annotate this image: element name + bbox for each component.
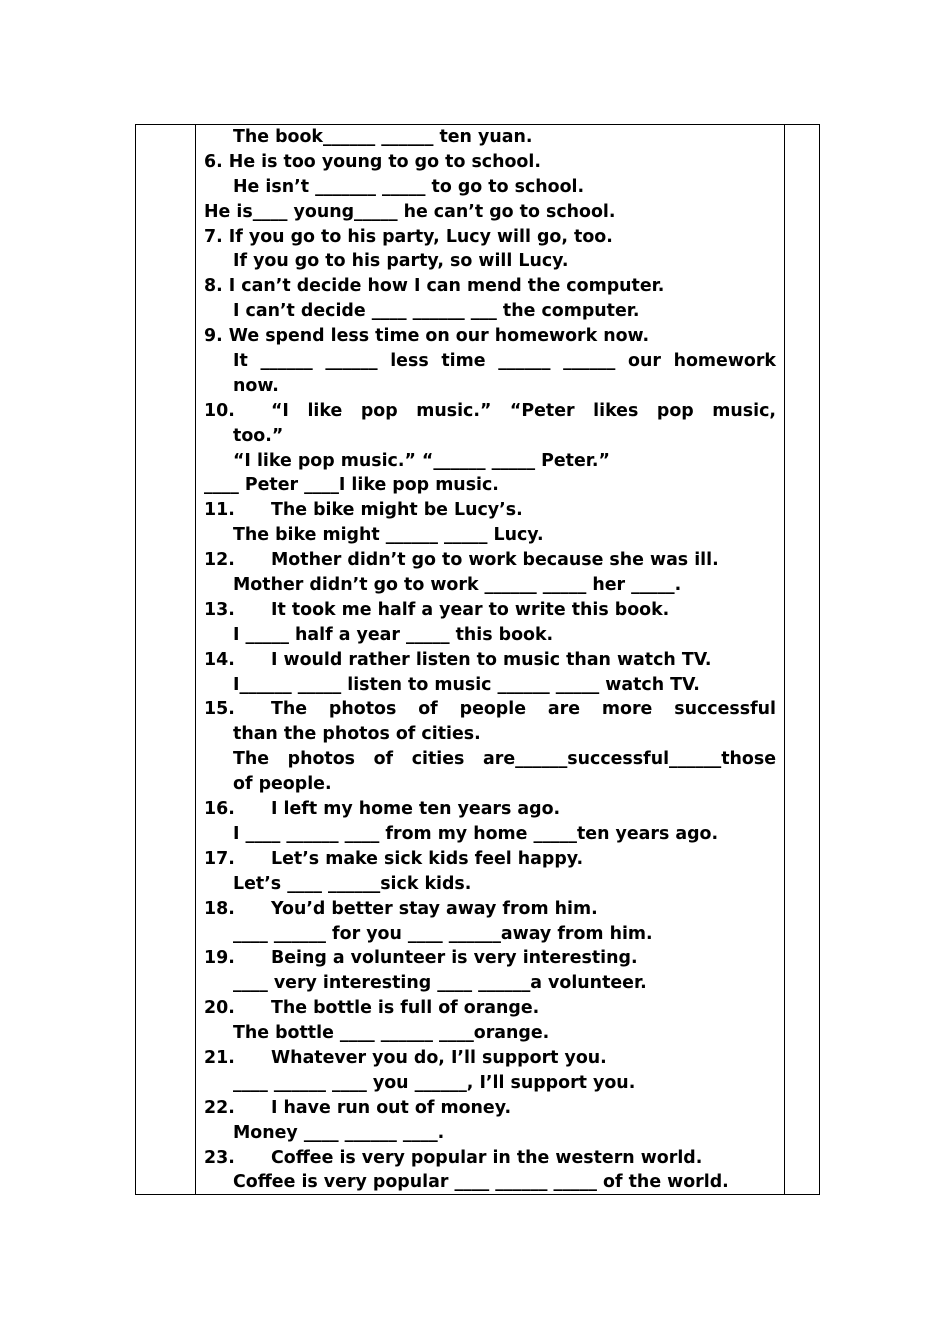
question-number: 22. [204,1097,235,1118]
exercise-question [204,1046,776,1071]
line-text: The bike might ______ _____ Lucy. [233,525,544,546]
question-number: 13. [204,599,235,620]
exercise-question [204,548,776,573]
question-number: 15. [204,699,235,720]
line-text: If you go to his party, Lucy will go, too. [228,226,613,247]
exercise-line [204,349,776,374]
exercise-line [204,1021,776,1046]
exercise-question [204,150,776,175]
question-number: 17. [204,848,235,869]
exercise-question [204,225,776,250]
line-text: I can’t decide how I can mend the computer. [228,276,665,297]
line-text: We spend less time on our homework now. [228,326,650,347]
question-number: 12. [204,550,235,571]
question-number: 8. [204,276,223,297]
line-text: Let’s ____ ______sick kids. [233,873,472,894]
exercise-question [204,946,776,971]
exercise-question [204,1146,776,1171]
line-text: It ______ ______ less time ______ ______ our homework [233,351,776,372]
exercise-question [204,399,776,424]
line-text: I have run out of money. [271,1097,512,1118]
question-number: 19. [204,948,235,969]
exercise-question [204,996,776,1021]
line-text: Whatever you do, I’ll support you. [271,1047,607,1068]
line-text: of people. [233,774,332,795]
exercise-line [204,772,776,797]
exercise-line [204,822,776,847]
exercise-line [204,299,776,324]
line-text: ____ Peter ____I like pop music. [204,475,499,496]
question-number: 6. [204,151,223,172]
exercise-line [204,125,776,150]
line-text: ____ ______ for you ____ ______away from him. [233,923,653,944]
exercise-question [204,648,776,673]
exercise-line [204,473,776,498]
exercise-line [204,922,776,947]
line-text: I ____ ______ ____ from my home _____ten years ago. [233,823,719,844]
line-text: I would rather listen to music than watch TV. [271,649,712,670]
exercise-question [204,797,776,822]
line-text: Coffee is very popular ____ ______ _____ of the world. [233,1172,729,1193]
exercise-line [204,1071,776,1096]
line-text: than the photos of cities. [233,724,481,745]
exercise-line [204,623,776,648]
exercise-line [204,1170,776,1195]
column-divider-right [784,125,785,1194]
question-number: 10. [204,400,235,421]
line-text: The bike might be Lucy’s. [271,500,523,521]
line-text: too.” [233,425,284,446]
line-text: Being a volunteer is very interesting. [271,948,638,969]
exercise-table [135,124,820,1195]
line-text: The photos of cities are______successful______those [233,749,776,770]
exercise-content [204,125,776,1195]
question-number: 11. [204,500,235,521]
line-text: Mother didn’t go to work ______ _____ her _____. [233,575,682,596]
line-text: Let’s make sick kids feel happy. [271,848,584,869]
line-text: The bottle is full of orange. [271,998,540,1019]
exercise-line [204,722,776,747]
line-text: He is too young to go to school. [228,151,541,172]
exercise-line [204,523,776,548]
exercise-line [204,747,776,772]
line-text: If you go to his party, so will Lucy. [233,251,569,272]
line-text: I _____ half a year _____ this book. [233,624,554,645]
exercise-question [204,598,776,623]
exercise-question [204,847,776,872]
exercise-line [204,249,776,274]
exercise-question [204,697,776,722]
question-number: 23. [204,1147,235,1168]
exercise-line [204,424,776,449]
line-text: “I like pop music.” “Peter likes pop music, [271,400,776,421]
line-text: Coffee is very popular in the western world. [271,1147,703,1168]
exercise-question [204,274,776,299]
line-text: “I like pop music.” “______ _____ Peter.” [233,450,610,471]
exercise-line [204,573,776,598]
line-text: Mother didn’t go to work because she was ill. [271,550,719,571]
exercise-line [204,673,776,698]
line-text: ____ ______ ____ you ______, I’ll support you. [233,1072,636,1093]
line-text: I can’t decide ____ ______ ___ the computer. [233,301,640,322]
question-number: 20. [204,998,235,1019]
exercise-line [204,449,776,474]
question-number: 14. [204,649,235,670]
line-text: The photos of people are more successful [271,699,776,720]
exercise-question [204,1096,776,1121]
line-text: The book______ ______ ten yuan. [233,127,533,147]
line-text: You’d better stay away from him. [271,898,598,919]
line-text: I______ _____ listen to music ______ _____ watch TV. [233,674,700,695]
exercise-question [204,324,776,349]
line-text: It took me half a year to write this book. [271,599,670,620]
exercise-line [204,971,776,996]
exercise-question [204,897,776,922]
question-number: 18. [204,898,235,919]
column-divider-left [195,125,196,1194]
exercise-line [204,374,776,399]
question-number: 21. [204,1047,235,1068]
line-text: now. [233,375,279,396]
exercise-line [204,1121,776,1146]
exercise-line [204,175,776,200]
line-text: ____ very interesting ____ ______a volunteer. [233,973,647,994]
line-text: He is____ young_____ he can’t go to school. [204,201,616,222]
line-text: Money ____ ______ ____. [233,1122,445,1143]
question-number: 16. [204,799,235,820]
question-number: 7. [204,226,223,247]
exercise-line [204,200,776,225]
line-text: The bottle ____ ______ ____orange. [233,1023,550,1044]
question-number: 9. [204,326,223,347]
line-text: I left my home ten years ago. [271,799,561,820]
line-text: He isn’t _______ _____ to go to school. [233,176,585,197]
exercise-line [204,872,776,897]
exercise-question [204,498,776,523]
